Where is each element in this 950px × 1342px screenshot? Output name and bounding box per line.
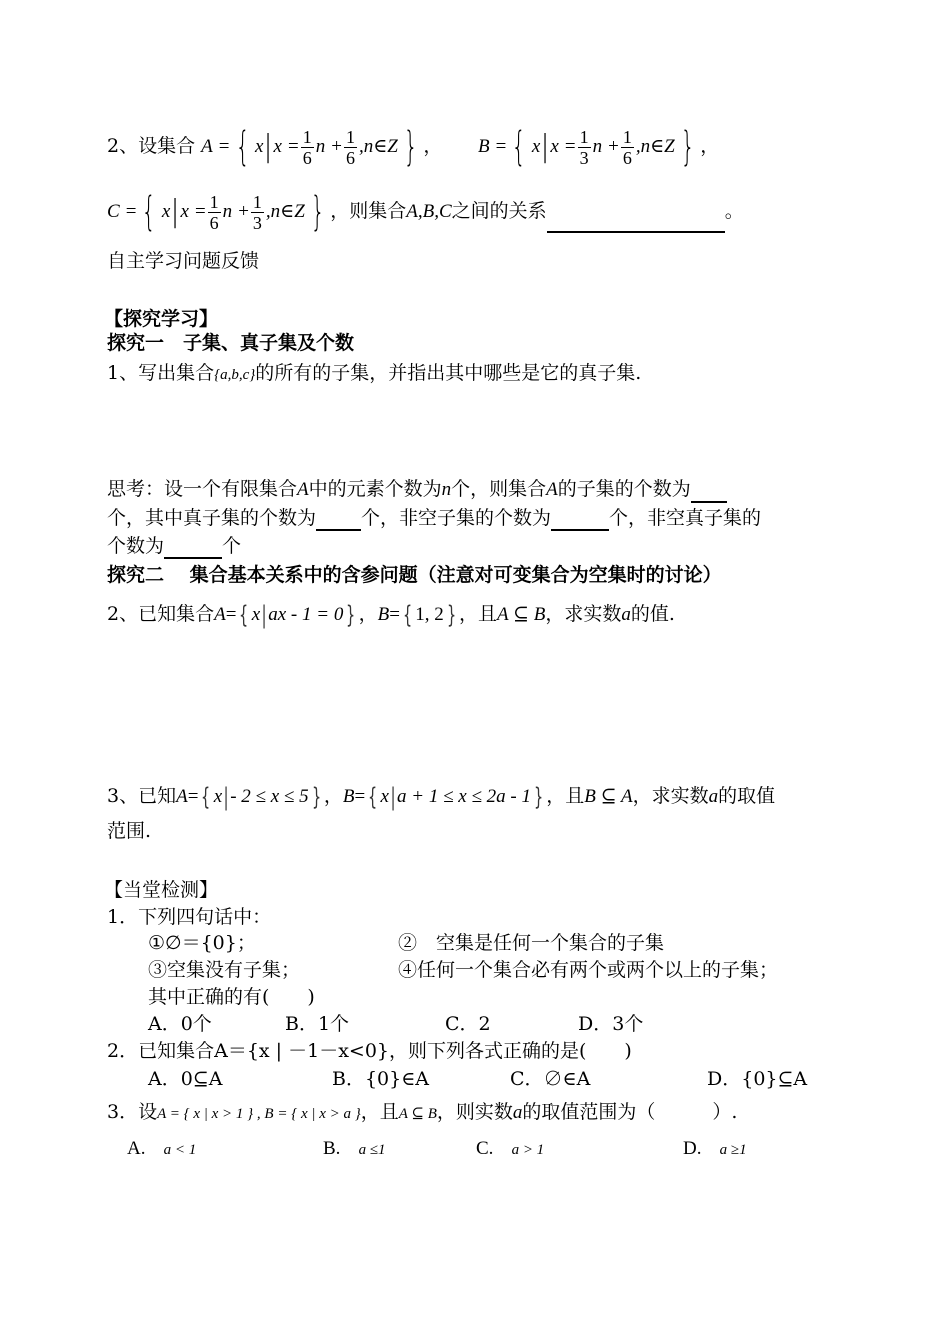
c1-option-d[interactable]: D．3个 [578,1013,644,1035]
explore-header: 【探究学习】 [104,308,219,330]
left-brace: { [512,124,527,170]
c1-stem: 1．下列四句话中： [107,906,272,928]
c2-option-b[interactable]: B．{0}∈A [332,1068,430,1090]
fraction-1-3: $\frac{1}{3}$ [579,126,589,168]
left-brace: { [403,601,413,629]
c1-ask: 其中正确的有( ) [148,986,315,1008]
right-brace: } [446,601,456,629]
divider-bar: | [261,601,267,629]
right-brace: } [680,124,695,170]
answer-blank[interactable] [164,537,222,559]
divider-bar: | [172,194,178,229]
explore1-title: 探究一 子集、真子集及个数 [107,332,355,354]
explore2-title: 探究二 集合基本关系中的含参问题（注意对可变集合为空集时的讨论） [107,564,722,586]
check-header: 【当堂检测】 [104,879,219,901]
answer-blank[interactable] [547,211,725,233]
fraction-1-6: $\frac{1}{6}$ [622,126,632,168]
right-brace: } [311,783,321,811]
think-line1: 思考：设一个有限集合A中的元素个数为n个，则集合A的子集的个数为 [107,476,727,503]
left-brace: { [239,601,249,629]
q2-label: 2、设集合 [107,135,196,157]
c2-stem: 2．已知集合A＝{x | －1－x<0}，则下列各式正确的是( ) [107,1040,632,1062]
c1-s4: ④任何一个集合必有两个或两个以上的子集； [398,959,779,981]
divider-bar: | [390,783,396,811]
set-abc: {a,b,c} [214,367,256,383]
c2-option-d[interactable]: D．{0}⊆A [707,1068,808,1090]
fraction-1-6: $\frac{1}{6}$ [302,126,312,168]
right-brace: } [310,189,325,235]
c3-option-d[interactable]: D. a ≥1 [683,1138,747,1159]
answer-blank[interactable] [316,509,361,531]
setA-name: A [201,136,213,157]
q2-line2: C = { x| x = $\frac{1}{6}$ n + $\frac{1}{3}$ ,n∈Z } ，则集合A,B,C之间的关系 。 [107,189,744,235]
divider-bar: | [542,129,548,164]
e2-q3-line2: 范围. [107,820,152,842]
c2-option-a[interactable]: A．0⊆A [148,1068,223,1090]
left-brace: { [368,783,378,811]
q2-setB: B = { x| x = $\frac{1}{3}$ n + $\frac{1}{6}$ ,n∈Z } ， [478,124,720,170]
c1-option-b[interactable]: B．1个 [285,1013,350,1035]
c3-option-a[interactable]: A. a < 1 [127,1138,197,1159]
c3-option-c[interactable]: C. a > 1 [476,1138,545,1159]
c3-option-b[interactable]: B. a ≤1 [323,1138,386,1159]
answer-blank[interactable] [691,481,727,503]
right-brace: } [346,601,356,629]
c1-option-a[interactable]: A．0个 [148,1013,212,1035]
c1-s1: ①∅＝{0}； [148,932,256,954]
setB-name: B [478,136,490,157]
divider-bar: | [265,129,271,164]
left-brace: { [201,783,211,811]
q2-line1: 2、设集合 A = { x| x = $\frac{1}{6}$ n + $\frac{1}{6}$ ,n∈Z } ， [107,124,443,170]
fraction-1-6: $\frac{1}{6}$ [345,126,355,168]
c1-option-c[interactable]: C．2 [445,1013,491,1035]
left-brace: { [142,189,157,235]
feedback-heading: 自主学习问题反馈 [107,250,260,272]
c3-stem: 3．设A = { x | x > 1 } , B = { x | x > a }，且A ⊆ B，则实数a的取值范围为（ ）. [107,1101,738,1123]
c1-s2: ② 空集是任何一个集合的子集 [398,932,665,954]
e1-q1: 1、写出集合{a,b,c}的所有的子集，并指出其中哪些是它的真子集. [107,362,642,384]
c1-s3: ③空集没有子集； [148,959,301,981]
e2-q2: 2、已知集合A= { x|ax - 1 = 0 } ，B= { 1, 2 } ，且A ⊆ B，求实数a的值. [107,601,675,629]
think-line3: 个数为 个 [107,535,242,557]
think-line2: 个，其中真子集的个数为 个，非空子集的个数为 个，非空真子集的 [107,507,762,529]
divider-bar: | [223,783,229,811]
fraction-1-6: $\frac{1}{6}$ [209,191,219,233]
right-brace: } [403,124,418,170]
right-brace: } [534,783,544,811]
answer-blank[interactable] [551,509,609,531]
c2-option-c[interactable]: C．∅∈A [510,1068,591,1090]
e2-q3: 3、已知A= { x|- 2 ≤ x ≤ 5 } ，B= { x|a + 1 ≤ x ≤ 2a - 1 } ，且B ⊆ A，求实数a的取值 [107,783,776,811]
setC-name: C [107,201,120,222]
left-brace: { [235,124,250,170]
fraction-1-3: $\frac{1}{3}$ [252,191,262,233]
